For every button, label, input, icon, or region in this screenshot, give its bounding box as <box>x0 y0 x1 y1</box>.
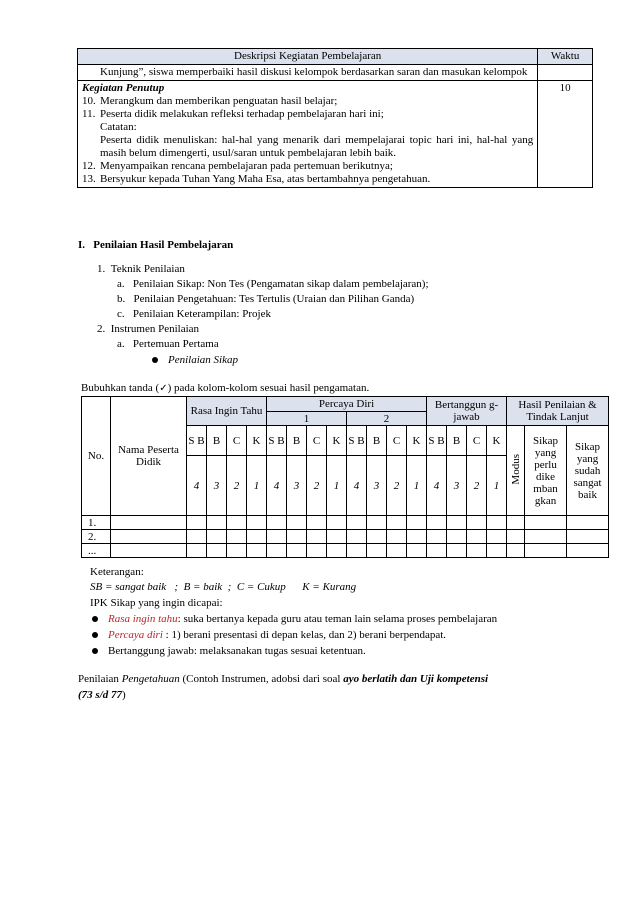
b-label: B <box>207 426 227 456</box>
empty-cell[interactable] <box>111 544 187 558</box>
score-label: 4 <box>187 456 207 516</box>
empty-cell[interactable] <box>525 516 567 530</box>
list-item-1a: a. Penilaian Sikap: Non Tes (Pengamatan sikap dalam pembelajaran); <box>117 278 429 290</box>
b-label: B <box>367 426 387 456</box>
closing-activity-cell <box>78 81 538 188</box>
empty-cell[interactable] <box>227 544 247 558</box>
empty-cell[interactable] <box>367 544 387 558</box>
list-item-1b: b. Penilaian Pengetahuan: Tes Tertulis (Uraian dan Pilihan Ganda) <box>117 293 415 305</box>
table-row: 2. <box>82 530 609 544</box>
list-item-2: 2. Instrumen Penilaian <box>97 323 200 335</box>
score-label: 2 <box>227 456 247 516</box>
empty-cell[interactable] <box>387 544 407 558</box>
empty-cell[interactable] <box>347 516 367 530</box>
empty-cell[interactable] <box>267 530 287 544</box>
empty-cell[interactable] <box>327 530 347 544</box>
b-label: B <box>447 426 467 456</box>
score-label: 2 <box>387 456 407 516</box>
empty-cell[interactable] <box>227 530 247 544</box>
col-header-description: Deskripsi Kegiatan Pembelajaran <box>78 49 538 65</box>
ipk-bullet-2: Percaya diri : 1) berani presentasi di depan kelas, dan 2) berani berpendapat. <box>92 628 446 642</box>
col-header-time: Waktu <box>538 49 593 65</box>
empty-cell[interactable] <box>447 544 467 558</box>
k-label: K <box>407 426 427 456</box>
empty-cell[interactable] <box>247 544 267 558</box>
table-row: ... <box>82 544 609 558</box>
empty-cell[interactable] <box>307 544 327 558</box>
table-row: 1. <box>82 516 609 530</box>
empty-cell[interactable] <box>447 516 467 530</box>
empty-cell[interactable] <box>207 544 227 558</box>
empty-cell[interactable] <box>327 516 347 530</box>
closing-item-11: 11. Peserta didik melakukan refleksi terhadap pembelajaran hari ini; <box>82 108 384 120</box>
score-label: 1 <box>327 456 347 516</box>
score-label: 3 <box>367 456 387 516</box>
score-label: 1 <box>247 456 267 516</box>
b-label: B <box>287 426 307 456</box>
score-label: 1 <box>487 456 507 516</box>
empty-cell[interactable] <box>507 516 525 530</box>
empty-cell[interactable] <box>247 530 267 544</box>
empty-cell[interactable] <box>427 544 447 558</box>
percaya-diri-2: 2 <box>347 412 427 426</box>
empty-cell[interactable] <box>407 516 427 530</box>
section-heading: I. Penilaian Hasil Pembelajaran <box>78 239 234 251</box>
empty-cell[interactable] <box>507 530 525 544</box>
pengetahuan-line-2: (73 s/d 77) <box>78 689 126 701</box>
ipk-label: IPK Sikap yang ingin dicapai: <box>90 597 223 609</box>
bullet-icon <box>92 616 98 622</box>
c-label: C <box>227 426 247 456</box>
ipk-bullet-1: Rasa ingin tahu: suka bertanya kepada guru atau teman lain selama proses pembelajaran <box>92 612 497 626</box>
k-label: K <box>247 426 267 456</box>
empty-cell[interactable] <box>111 530 187 544</box>
empty-cell[interactable] <box>487 544 507 558</box>
list-item-2a: a. Pertemuan Pertama <box>117 338 219 350</box>
k-label: K <box>487 426 507 456</box>
bullet-icon <box>92 648 98 654</box>
continued-activity-text: Kunjung”, siswa memperbaiki hasil diskusi kelompok berdasarkan saran dan masukan kelompok <box>78 65 538 81</box>
empty-cell[interactable] <box>267 516 287 530</box>
closing-item-12: 12. Menyampaikan rencana pembelajaran pada pertemuan berikutnya; <box>82 160 393 172</box>
bullet-icon <box>152 357 158 363</box>
empty-cell[interactable] <box>307 530 327 544</box>
empty-cell[interactable] <box>207 530 227 544</box>
empty-cell[interactable] <box>387 516 407 530</box>
instruction-text: Bubuhkan tanda (✓) pada kolom-kolom sesuai hasil pengamatan. <box>81 382 370 394</box>
closing-time: 10 <box>538 81 593 188</box>
col-name: Nama Peserta Didik <box>111 397 187 516</box>
empty-cell[interactable] <box>407 544 427 558</box>
score-label: 2 <box>467 456 487 516</box>
empty-cell[interactable] <box>467 530 487 544</box>
empty-cell[interactable] <box>367 530 387 544</box>
score-label: 4 <box>427 456 447 516</box>
empty-cell[interactable] <box>567 544 609 558</box>
note-text: Peserta didik menuliskan: hal-hal yang menarik dari mempelajarai topic hari ini, hal-hal yang masih belum dimengerti, usul/saran untuk pembelajaran lebih baik. <box>100 134 534 159</box>
bullet-penilaian-sikap: Penilaian Sikap <box>152 353 238 367</box>
col-sikap-dikembangkan: Sikap yang perlu dike mban gkan <box>525 426 567 516</box>
legend-text: SB = sangat baik ; B = baik ; C = Cukup K = Kurang <box>90 581 357 593</box>
empty-cell[interactable] <box>187 516 207 530</box>
group-rasa-ingin-tahu: Rasa Ingin Tahu <box>187 397 267 426</box>
empty-cell[interactable] <box>525 544 567 558</box>
c-label: C <box>387 426 407 456</box>
assessment-table <box>81 396 609 558</box>
closing-item-13: 13. Bersyukur kepada Tuhan Yang Maha Esa, atas bertambahnya pengetahuan. <box>82 173 431 185</box>
list-item-1: 1. Teknik Penilaian <box>97 263 185 275</box>
empty-cell[interactable] <box>487 530 507 544</box>
empty-cell[interactable] <box>327 544 347 558</box>
empty-cell[interactable] <box>207 516 227 530</box>
empty-cell[interactable] <box>525 530 567 544</box>
empty-cell[interactable] <box>187 530 207 544</box>
score-label: 3 <box>447 456 467 516</box>
sb-label: S B <box>267 426 287 456</box>
c-label: C <box>467 426 487 456</box>
sb-label: S B <box>187 426 207 456</box>
closing-item-10: 10. Merangkum dan memberikan penguatan hasil belajar; <box>82 95 338 107</box>
score-label: 1 <box>407 456 427 516</box>
c-label: C <box>307 426 327 456</box>
empty-cell[interactable] <box>287 516 307 530</box>
keterangan-label: Keterangan: <box>90 566 144 578</box>
list-item-1c: c. Penilaian Keterampilan: Projek <box>117 308 271 320</box>
note-label: Catatan: <box>100 121 137 133</box>
empty-cell[interactable] <box>427 516 447 530</box>
checkmark-icon: ✓ <box>159 383 168 394</box>
col-modus: Modus <box>507 426 525 516</box>
empty-cell[interactable] <box>307 516 327 530</box>
empty-cell[interactable] <box>387 530 407 544</box>
empty-cell[interactable] <box>287 544 307 558</box>
group-percaya-diri: Percaya Diri <box>267 397 427 412</box>
score-label: 4 <box>347 456 367 516</box>
col-sikap-sangat-baik: Sikap yang sudah sangat baik <box>567 426 609 516</box>
empty-cell[interactable] <box>347 544 367 558</box>
score-label: 3 <box>207 456 227 516</box>
empty-cell[interactable] <box>247 516 267 530</box>
ipk-bullet-3: Bertanggung jawab: melaksanakan tugas sesuai ketentuan. <box>92 644 366 658</box>
group-hasil-penilaian: Hasil Penilaian & Tindak Lanjut <box>507 397 609 426</box>
empty-cell[interactable] <box>447 530 467 544</box>
sb-label: S B <box>427 426 447 456</box>
empty-cell[interactable] <box>507 544 525 558</box>
activity-table <box>77 48 593 188</box>
empty-cell[interactable] <box>187 544 207 558</box>
empty-cell[interactable] <box>407 530 427 544</box>
col-no: No. <box>82 397 111 516</box>
score-label: 4 <box>267 456 287 516</box>
group-bertanggung-jawab: Bertanggun g-jawab <box>427 397 507 426</box>
score-label: 3 <box>287 456 307 516</box>
closing-activity-title: Kegiatan Penutup <box>82 82 165 94</box>
empty-cell[interactable] <box>567 516 609 530</box>
empty-cell[interactable] <box>267 544 287 558</box>
score-label: 2 <box>307 456 327 516</box>
empty-cell[interactable] <box>111 516 187 530</box>
empty-cell[interactable] <box>467 516 487 530</box>
k-label: K <box>327 426 347 456</box>
percaya-diri-1: 1 <box>267 412 347 426</box>
sb-label: S B <box>347 426 367 456</box>
bullet-icon <box>92 632 98 638</box>
empty-cell[interactable] <box>467 544 487 558</box>
empty-cell[interactable] <box>487 516 507 530</box>
empty-cell[interactable] <box>287 530 307 544</box>
pengetahuan-line-1: Penilaian Pengetahuan (Contoh Instrumen, adobsi dari soal ayo berlatih dan Uji kompetensi <box>78 673 489 685</box>
empty-cell[interactable] <box>427 530 447 544</box>
empty-cell[interactable] <box>347 530 367 544</box>
empty-cell[interactable] <box>567 530 609 544</box>
empty-cell[interactable] <box>367 516 387 530</box>
empty-cell[interactable] <box>227 516 247 530</box>
empty-time-cell <box>538 65 593 81</box>
